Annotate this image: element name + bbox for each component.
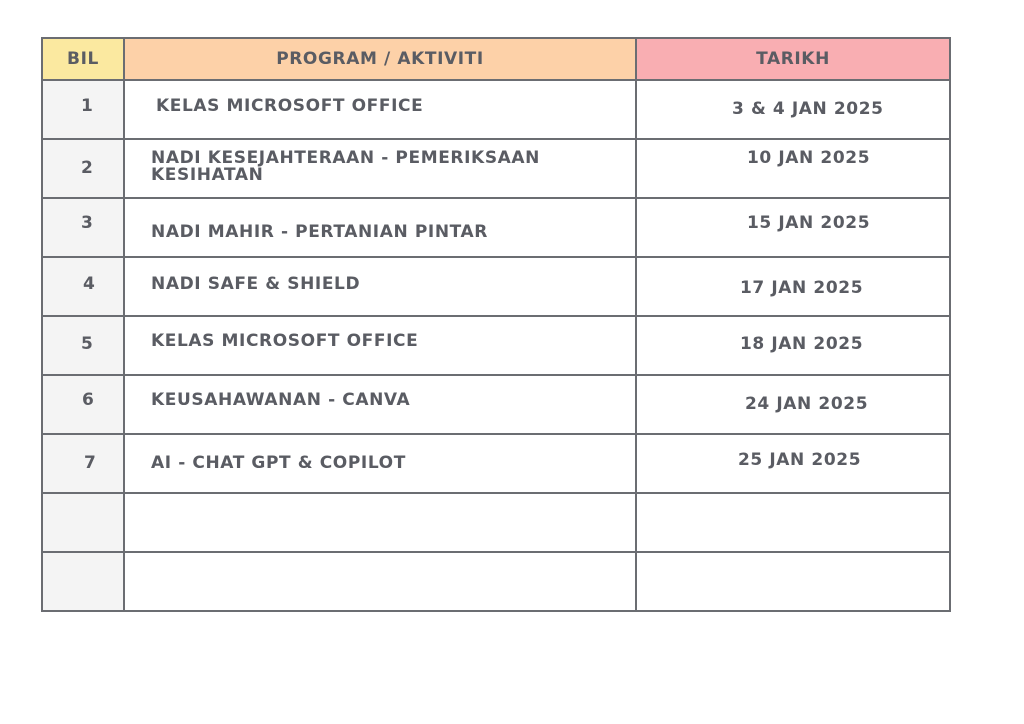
program-schedule-table: [41, 37, 951, 612]
program-cell: [124, 257, 636, 316]
program-cell: [124, 139, 636, 198]
row-number: 5: [81, 334, 94, 354]
program-name: AI - CHAT GPT & COPILOT: [151, 453, 406, 473]
header-tarikh: TARIKH: [636, 38, 950, 80]
program-name: NADI MAHIR - PERTANIAN PINTAR: [151, 222, 488, 242]
program-cell: [124, 80, 636, 139]
program-date: 25 JAN 2025: [738, 450, 862, 470]
table-row: [42, 375, 950, 434]
table-row: [42, 316, 950, 375]
program-cell: [124, 493, 636, 552]
date-cell: [636, 493, 950, 552]
program-date: 18 JAN 2025: [740, 334, 864, 354]
date-cell: [636, 257, 950, 316]
program-date: 3 & 4 JAN 2025: [732, 99, 884, 119]
date-cell: [636, 80, 950, 139]
date-cell: [636, 375, 950, 434]
program-name: KELAS MICROSOFT OFFICE: [151, 331, 419, 351]
program-name: KEUSAHAWANAN - CANVA: [151, 390, 411, 410]
program-cell: [124, 375, 636, 434]
table-row: [42, 198, 950, 257]
row-number: 3: [81, 213, 94, 233]
table-row: [42, 80, 950, 139]
program-date: 10 JAN 2025: [747, 148, 871, 168]
program-cell: [124, 316, 636, 375]
row-number: 1: [81, 96, 94, 116]
row-number-cell: [42, 552, 124, 611]
program-cell: [124, 434, 636, 493]
date-cell: [636, 198, 950, 257]
table-row: [42, 434, 950, 493]
date-cell: [636, 434, 950, 493]
program-cell: [124, 552, 636, 611]
row-number: 2: [81, 158, 94, 178]
program-date: 15 JAN 2025: [747, 213, 871, 233]
row-number: 6: [82, 390, 95, 410]
program-name: KELAS MICROSOFT OFFICE: [156, 96, 424, 116]
program-cell: [124, 198, 636, 257]
program-date: 17 JAN 2025: [740, 278, 864, 298]
header-row: [42, 38, 950, 80]
date-cell: [636, 316, 950, 375]
row-number-cell: [42, 257, 124, 316]
table-row: [42, 257, 950, 316]
program-name: NADI KESEJAHTERAAN - PEMERIKSAAN KESIHATAN: [151, 148, 540, 185]
row-number: 7: [84, 453, 97, 473]
row-number: 4: [83, 274, 96, 294]
row-number-cell: [42, 375, 124, 434]
header-program: PROGRAM / AKTIVITI: [124, 38, 636, 80]
table-row: [42, 139, 950, 198]
row-number-cell: [42, 434, 124, 493]
row-number-cell: [42, 316, 124, 375]
header-bil: BIL: [42, 38, 124, 80]
row-number-cell: [42, 198, 124, 257]
program-date: 24 JAN 2025: [745, 394, 869, 414]
table-row: [42, 493, 950, 552]
date-cell: [636, 139, 950, 198]
program-name: NADI SAFE & SHIELD: [151, 274, 361, 294]
row-number-cell: [42, 80, 124, 139]
date-cell: [636, 552, 950, 611]
row-number-cell: [42, 139, 124, 198]
table-row: [42, 552, 950, 611]
row-number-cell: [42, 493, 124, 552]
